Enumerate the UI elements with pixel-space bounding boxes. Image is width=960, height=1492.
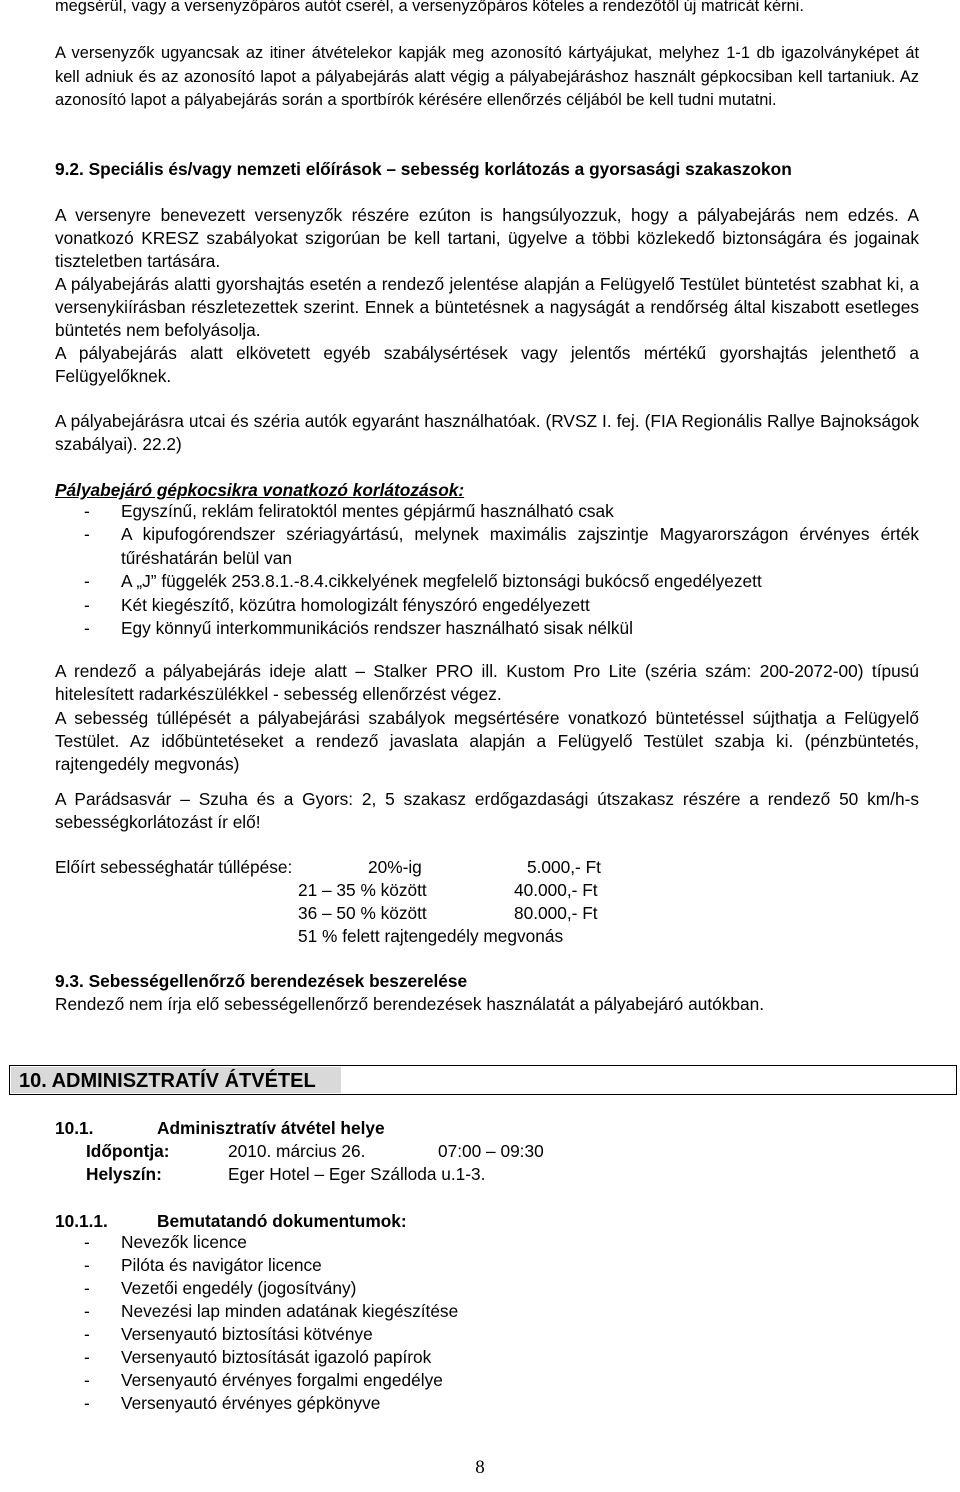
page-number: 8: [475, 1457, 485, 1478]
intro-paragraph-2b: Az azonosító lapot a pályabejárás során a sportbírók kérésére ellenőrzés céljából be kell tudni mutatni.: [55, 67, 920, 110]
time-value: 07:00 – 09:30: [438, 1141, 544, 1161]
s92-paragraph-4: A pályabejárásra utcai és széria autók egyaránt használhatóak. (RVSZ I. fej. (FIA Regionális Rallye Bajnokságok szabályai). 22.2): [55, 411, 919, 455]
s92-paragraph-3: A pályabejárás alatt elkövetett egyéb szabálysértések vagy jelentős mértékű gyorshajtás jelenthető a Felügyelőknek.: [55, 343, 919, 387]
penalty-range-2: 21 – 35 % között: [298, 880, 427, 900]
penalty-fine-2: 40.000,- Ft: [514, 880, 598, 900]
place-value: Eger Hotel – Eger Szálloda u.1-3.: [228, 1164, 486, 1184]
section-9-2-heading: 9.2. Speciális és/vagy nemzeti előírások – sebesség korlátozás a gyorsasági szakaszokon: [55, 159, 792, 179]
s92-paragraph-1b: A vonatkozó KRESZ szabályokat szigorúan be kell tartani, ügyelve a többi közlekedő biztonságára és jogainak tiszteletben tartására.: [55, 205, 919, 272]
restrictions-title: Pályabejáró gépkocsikra vonatkozó korlátozások:: [55, 480, 465, 500]
penalty-range-1: 20%-ig: [368, 857, 422, 877]
place-label: Helyszín:: [86, 1164, 162, 1184]
subsection-10-1-title: Adminisztratív átvétel helye: [157, 1118, 385, 1138]
s92-paragraph-1a: A versenyre benevezett versenyzők részére ezúton is hangsúlyozzuk, hogy a pályabejárás nem edzés.: [55, 205, 899, 225]
section-10-heading: 10. ADMINISZTRATÍV ÁTVÉTEL: [19, 1070, 316, 1092]
list-item: - Egyszínű, reklám feliratoktól mentes gépjármű használható csak: [84, 501, 614, 521]
penalty-range-3: 36 – 50 % között: [298, 903, 427, 923]
s92-paragraph-2a: A pályabejárás alatti gyorshajtás esetén a rendező jelentése alapján a Felügyelő Testület büntetést szabhat ki, a versenykiírásban részletezettek szerint.: [55, 274, 919, 318]
list-item: - Nevezők licence: [84, 1232, 247, 1252]
list-item: - Versenyautó érvényes forgalmi engedélye: [84, 1370, 443, 1390]
penalty-last: 51 % felett rajtengedély megvonás: [298, 926, 564, 946]
restrictions-list: [55, 500, 919, 640]
list-item: - Két kiegészítő, közútra homologizált fényszóró engedélyezett: [84, 594, 590, 615]
section-10-band: [9, 1065, 957, 1095]
penalty-fine-1: 5.000,- Ft: [527, 857, 601, 877]
s92-paragraph-2b: Ennek a büntetésnek a nagyságát a rendőrség által kiszabott esetleges büntetés nem befolyásolja.: [55, 297, 919, 341]
list-item: - A „J” függelék 253.8.1.-8.4.cikkelyének megfelelő biztonsági bukócső engedélyezett: [84, 571, 762, 592]
list-item: - A kipufogórendszer szériagyártású, melynek maximális zajszintje Magyarországon érvényes érték tűréshatárán belül van: [84, 524, 919, 568]
penalty-fine-3: 80.000,- Ft: [514, 903, 598, 923]
time-label: Időpontja:: [86, 1141, 170, 1161]
penalty-label: Előírt sebességhatár túllépése:: [55, 857, 293, 877]
subsection-10-1-1-title: Bemutatandó dokumentumok:: [157, 1211, 407, 1231]
section-9-3-text: Rendező nem írja elő sebességellenőrző berendezések használatát a pályabejáró autókban.: [55, 994, 765, 1014]
section-9-3-heading: 9.3. Sebességellenőrző berendezések beszerelése: [55, 971, 468, 991]
list-item: - Versenyautó érvényes gépkönyve: [84, 1393, 381, 1413]
list-item: - Vezetői engedély (jogosítvány): [84, 1278, 357, 1298]
s92-paragraph-6: A sebesség túllépését a pályabejárási szabályok megsértésére vonatkozó büntetéssel sújthatja a Felügyelő Testület. Az időbüntetéseket a rendező javaslata alapján a Felügyelő Testület szabja ki. (pénzbüntetés, rajtengedély megvonás): [55, 708, 919, 775]
list-item: - Egy könnyű interkommunikációs rendszer használható sisak nélkül: [84, 618, 633, 639]
s92-paragraph-2: [55, 273, 919, 343]
subsection-10-1-1-number: 10.1.1.: [55, 1211, 108, 1231]
s92-paragraph-1: [55, 204, 919, 274]
date-value: 2010. március 26.: [228, 1141, 366, 1161]
s92-paragraph-5: A rendező a pályabejárás ideje alatt – Stalker PRO ill. Kustom Pro Lite (széria szám: 200-2072-00) típusú hitelesített radarkészülékkel - sebesség ellenőrzést végez.: [55, 661, 919, 705]
intro-paragraph-2a: A versenyzők ugyancsak az itiner átvételekor kapják meg azonosító kártyájukat, melyhez 1-1 db igazolványképet át kell adniuk és az azonosító lapot a pályabejárás alatt végig a pályabejáráshoz használt gépkocsiban kell tartaniuk.: [55, 44, 919, 86]
documents-list: [55, 1231, 919, 1415]
list-item: - Nevezési lap minden adatának kiegészítése: [84, 1301, 459, 1321]
s92-paragraph-7: A Parádsasvár – Szuha és a Gyors: 2, 5 szakasz erdőgazdasági útszakasz részére a rendező 50 km/h-s sebességkorlátozást ír elő!: [55, 789, 919, 833]
intro-paragraph-1: megsérül, vagy a versenyzőpáros autót cserél, a versenyzőpáros köteles a rendezőtől új matricát kérni.: [55, 0, 804, 15]
list-item: - Versenyautó biztosítási kötvénye: [84, 1324, 373, 1344]
intro-paragraph-2: [55, 42, 919, 113]
list-item: - Versenyautó biztosítását igazoló papírok: [84, 1347, 432, 1367]
list-item: - Pilóta és navigátor licence: [84, 1255, 322, 1275]
subsection-10-1-number: 10.1.: [55, 1118, 94, 1138]
